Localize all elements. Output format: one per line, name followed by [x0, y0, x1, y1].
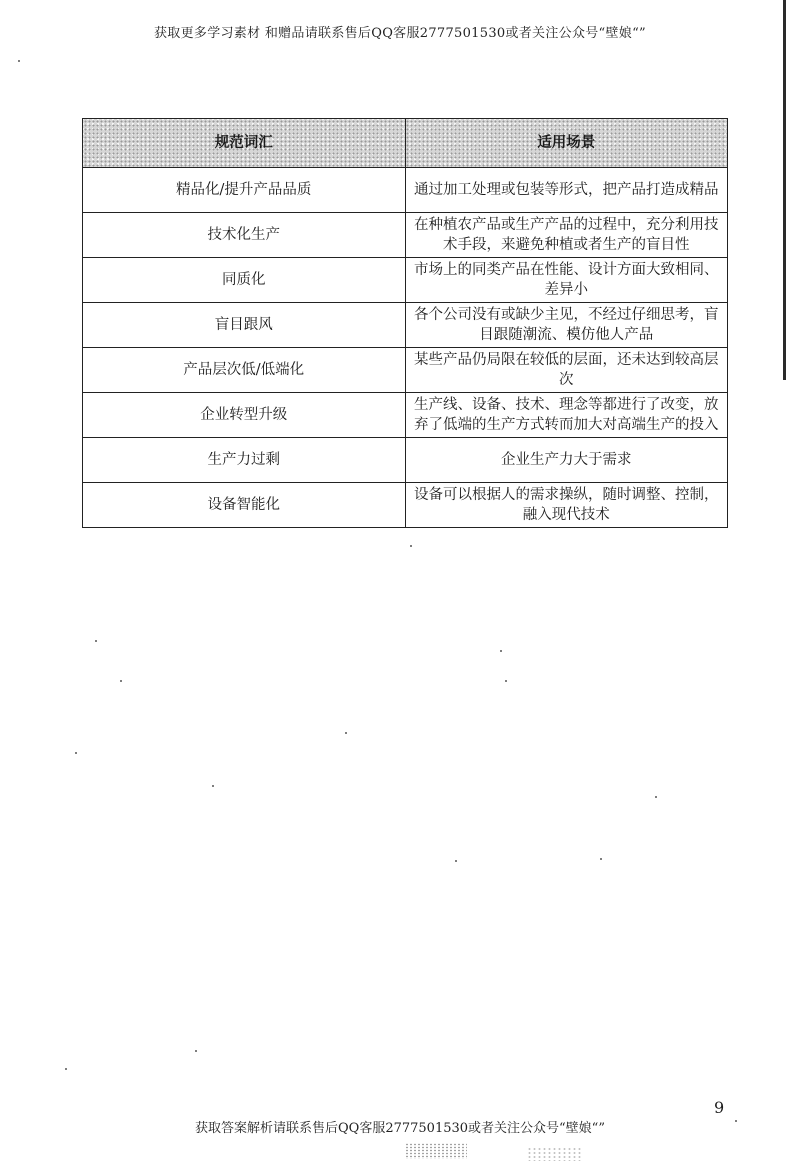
scan-speck	[212, 785, 214, 787]
scan-speck	[600, 858, 602, 860]
scan-speck	[75, 752, 77, 754]
term-cell: 同质化	[83, 258, 406, 303]
table-row	[83, 348, 728, 393]
footer-note: 获取答案解析请联系售后QQ客服2777501530或者关注公众号“壁娘“”	[195, 1121, 605, 1136]
term-cell: 技术化生产	[83, 213, 406, 258]
scan-speck	[120, 680, 122, 682]
scan-speck	[195, 1050, 197, 1052]
scan-speck	[455, 860, 457, 862]
scene-cell: 通过加工处理或包装等形式，把产品打造成精品	[405, 168, 728, 213]
scan-speck	[500, 650, 502, 652]
scan-speck	[345, 732, 347, 734]
table-row	[83, 438, 728, 483]
term-cell: 产品层次低/低端化	[83, 348, 406, 393]
scene-cell: 设备可以根据人的需求操纵，随时调整、控制，融入现代技术	[405, 483, 728, 528]
scene-cell: 企业生产力大于需求	[405, 438, 728, 483]
scan-speck	[505, 680, 507, 682]
vocabulary-table	[82, 118, 728, 528]
scan-speck	[65, 1068, 67, 1070]
table-row	[83, 213, 728, 258]
scene-cell: 某些产品仍局限在较低的层面，还未达到较高层次	[405, 348, 728, 393]
table-header-row	[83, 119, 728, 168]
scene-cell: 生产线、设备、技术、理念等都进行了改变，放弃了低端的生产方式转而加大对高端生产的投入	[405, 393, 728, 438]
table-row	[83, 483, 728, 528]
scan-smudge	[527, 1147, 582, 1161]
scan-speck	[410, 545, 412, 547]
column-header-term: 规范词汇	[83, 119, 406, 168]
term-cell: 精品化/提升产品品质	[83, 168, 406, 213]
scan-speck	[655, 796, 657, 798]
scan-smudge	[405, 1143, 467, 1159]
table-row	[83, 168, 728, 213]
page-number: 9	[714, 1098, 725, 1117]
scene-cell: 市场上的同类产品在性能、设计方面大致相同、差异小	[405, 258, 728, 303]
table-row	[83, 393, 728, 438]
header-note: 获取更多学习素材 和赠品请联系售后QQ客服2777501530或者关注公众号“壁娘“”	[154, 26, 646, 41]
scene-cell: 各个公司没有或缺少主见，不经过仔细思考，盲目跟随潮流、模仿他人产品	[405, 303, 728, 348]
scan-edge-line	[783, 0, 786, 380]
column-header-scene: 适用场景	[405, 119, 728, 168]
table-row	[83, 258, 728, 303]
scene-cell: 在种植农产品或生产产品的过程中，充分利用技术手段，来避免种植或者生产的盲目性	[405, 213, 728, 258]
term-cell: 生产力过剩	[83, 438, 406, 483]
term-cell: 企业转型升级	[83, 393, 406, 438]
table-row	[83, 303, 728, 348]
scan-speck	[18, 60, 20, 62]
term-cell: 设备智能化	[83, 483, 406, 528]
scan-speck	[95, 640, 97, 642]
term-cell: 盲目跟风	[83, 303, 406, 348]
